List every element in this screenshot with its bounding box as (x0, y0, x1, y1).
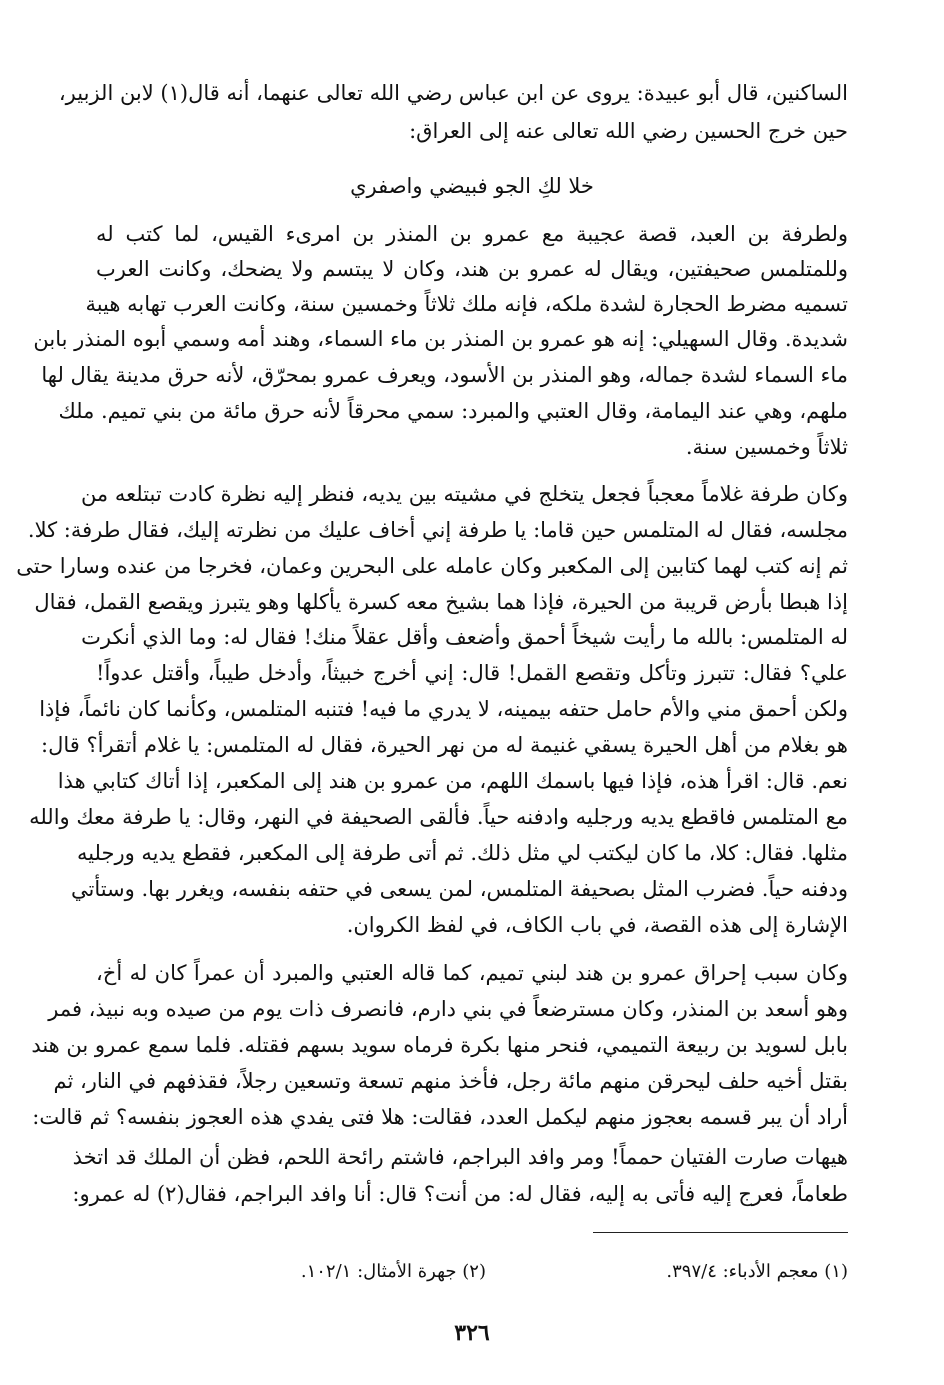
text-line: ماء السماء لشدة جماله، وهو المنذر بن الأسود، ويعرف عمرو بمحرّق، لأنه حرق مدينة يقال لها (41, 363, 848, 387)
text-line: هيهات صارت الفتيان حمماً! ومر وافد البراجم، فاشتم رائحة اللحم، فظن أن الملك قد اتخذ (72, 1145, 848, 1169)
intro-line: حين خرج الحسين رضي الله تعالى عنه إلى العراق: (409, 119, 848, 143)
page-number: ٣٢٦ (454, 1320, 490, 1346)
text-line: إذا هبطا بأرض قريبة من الحيرة، فإذا هما بشيخ معه كسرة يأكلها وهو يتبرز ويقصع القمل، فقال (34, 590, 848, 614)
text-line: وكان طرفة غلاماً معجباً فجعل يتخلج في مشيته بين يديه، فنظر إليه نظرة كادت تبتلعه من (80, 482, 848, 506)
text-line: الإشارة إلى هذه القصة، في باب الكاف، في لفظ الكروان. (346, 913, 848, 937)
footnote-2: (٢) جهرة الأمثال: ١٠٢/١. (300, 1261, 486, 1282)
text-line: علي؟ فقال: تتبرز وتأكل وتقصع القمل! قال: إني أخرج خبيثاً، وأدخل طيباً، وأقتل عدواً! (96, 661, 848, 685)
text-line: له المتلمس: بالله ما رأيت شيخاً أحمق وأضعف وأقل عقلاً منك! فقال له: وما الذي أنكرت (81, 625, 848, 649)
text-line: ولكن أحمق مني والأم حامل حتفه بيمينه، لا يدري ما فيه! فتنبه المتلمس، وكأنما كان نائماً، فإذا (39, 697, 848, 721)
text-line: وكان سبب إحراق عمرو بن هند لبني تميم، كما قاله العتبي والمبرد أن عمراً كان له أخ، (96, 961, 848, 985)
text-line: أراد أن يبر قسمه بعجوز منهم ليكمل العدد، فقالت: هلا فتى يفدي هذه العجوز بنفسه؟ ثم قالت: (32, 1105, 848, 1129)
text-line: مع المتلمس فاقطع يديه ورجليه وادفنه حياً. فألقى الصحيفة في النهر، وقال: يا طرفة معك والله (29, 805, 848, 829)
text-line: ولطرفة بن العبد، قصة عجيبة مع عمرو بن المنذر بن امرىء القيس، لما كتب له (96, 222, 848, 246)
text-line: نعم. قال: اقرأ هذه، فإذا فيها باسمك اللهم، من عمرو بن هند إلى المكعبر، إذا أتاك كتابي هذا (57, 769, 848, 793)
text-line: تسميه مضرط الحجارة لشدة ملكه، فإنه ملك ثلاثاً وخمسين سنة، وكانت العرب تهابه هيبة (85, 292, 848, 316)
footnote-1: (١) معجم الأدباء: ٣٩٧/٤. (666, 1261, 848, 1282)
footnote-divider (593, 1232, 848, 1233)
text-line: ملهم، وهي عند اليمامة، وقال العتبي والمبرد: سمي محرقاً لأنه حرق مائة من بني تميم. ملك (58, 399, 848, 423)
text-line: شديدة. وقال السهيلي: إنه هو عمرو بن المنذر بن ماء السماء، وهند أمه وسمي أبوه المنذر بابن (33, 327, 848, 351)
text-line: مثلها. فقال: كلا، ما كان ليكتب لي مثل ذلك. ثم أتى طرفة إلى المكعبر، فقطع يديه ورجليه (76, 841, 848, 865)
text-line: ودفنه حياً. فضرب المثل بصحيفة المتلمس، لمن يسعى في حتفه بنفسه، ويغرر بها. وستأتي (70, 877, 848, 901)
text-line: هو بغلام من أهل الحيرة يسقي غنيمة له من نهر الحيرة، فقال له المتلمس: يا غلام أتقرأ؟ قال: (41, 733, 848, 757)
text-line: ثم إنه كتب لهما كتابين إلى المكعبر وكان عامله على البحرين وعمان، فخرجا من عنده وسارا حتى (16, 554, 848, 578)
text-line: مجلسه، فقال له المتلمس حين قاما: يا طرفة إني أخاف عليك من نظرته إليك، فقال طرفة: كلا. (27, 518, 848, 542)
text-line: ثلاثاً وخمسين سنة. (685, 435, 848, 459)
text-line: وهو أسعد بن المنذر، وكان مسترضعاً في بني دارم، فانصرف ذات يوم من صيده وبه نبيذ، فمر (48, 997, 848, 1021)
text-line: وللمتلمس صحيفتين، ويقال له عمرو بن هند، وكان لا يبتسم ولا يضحك، وكانت العرب (96, 257, 848, 281)
text-line: طعاماً، فعرج إليه فأتى به إليه، فقال له: من أنت؟ قال: أنا وافد البراجم، فقال(٢) له عمرو: (72, 1182, 848, 1206)
text-line: بابل لسويد بن ربيعة التميمي، فنحر منها بكرة فرماه سويد بسهم فقتله. فلما سمع عمرو بن هند (31, 1033, 848, 1057)
verse: خلا لكِ الجو فبيضي واصفري (350, 174, 594, 198)
text-line: بقتل أخيه حلف ليحرقن منهم مائة رجل، فأخذ منهم تسعة وتسعين رجلاً، فقذفهم في النار، ثم (53, 1069, 848, 1093)
intro-line: الساكنين، قال أبو عبيدة: يروى عن ابن عباس رضي الله تعالى عنهما، أنه قال(١) لابن الزبير، (58, 81, 848, 105)
